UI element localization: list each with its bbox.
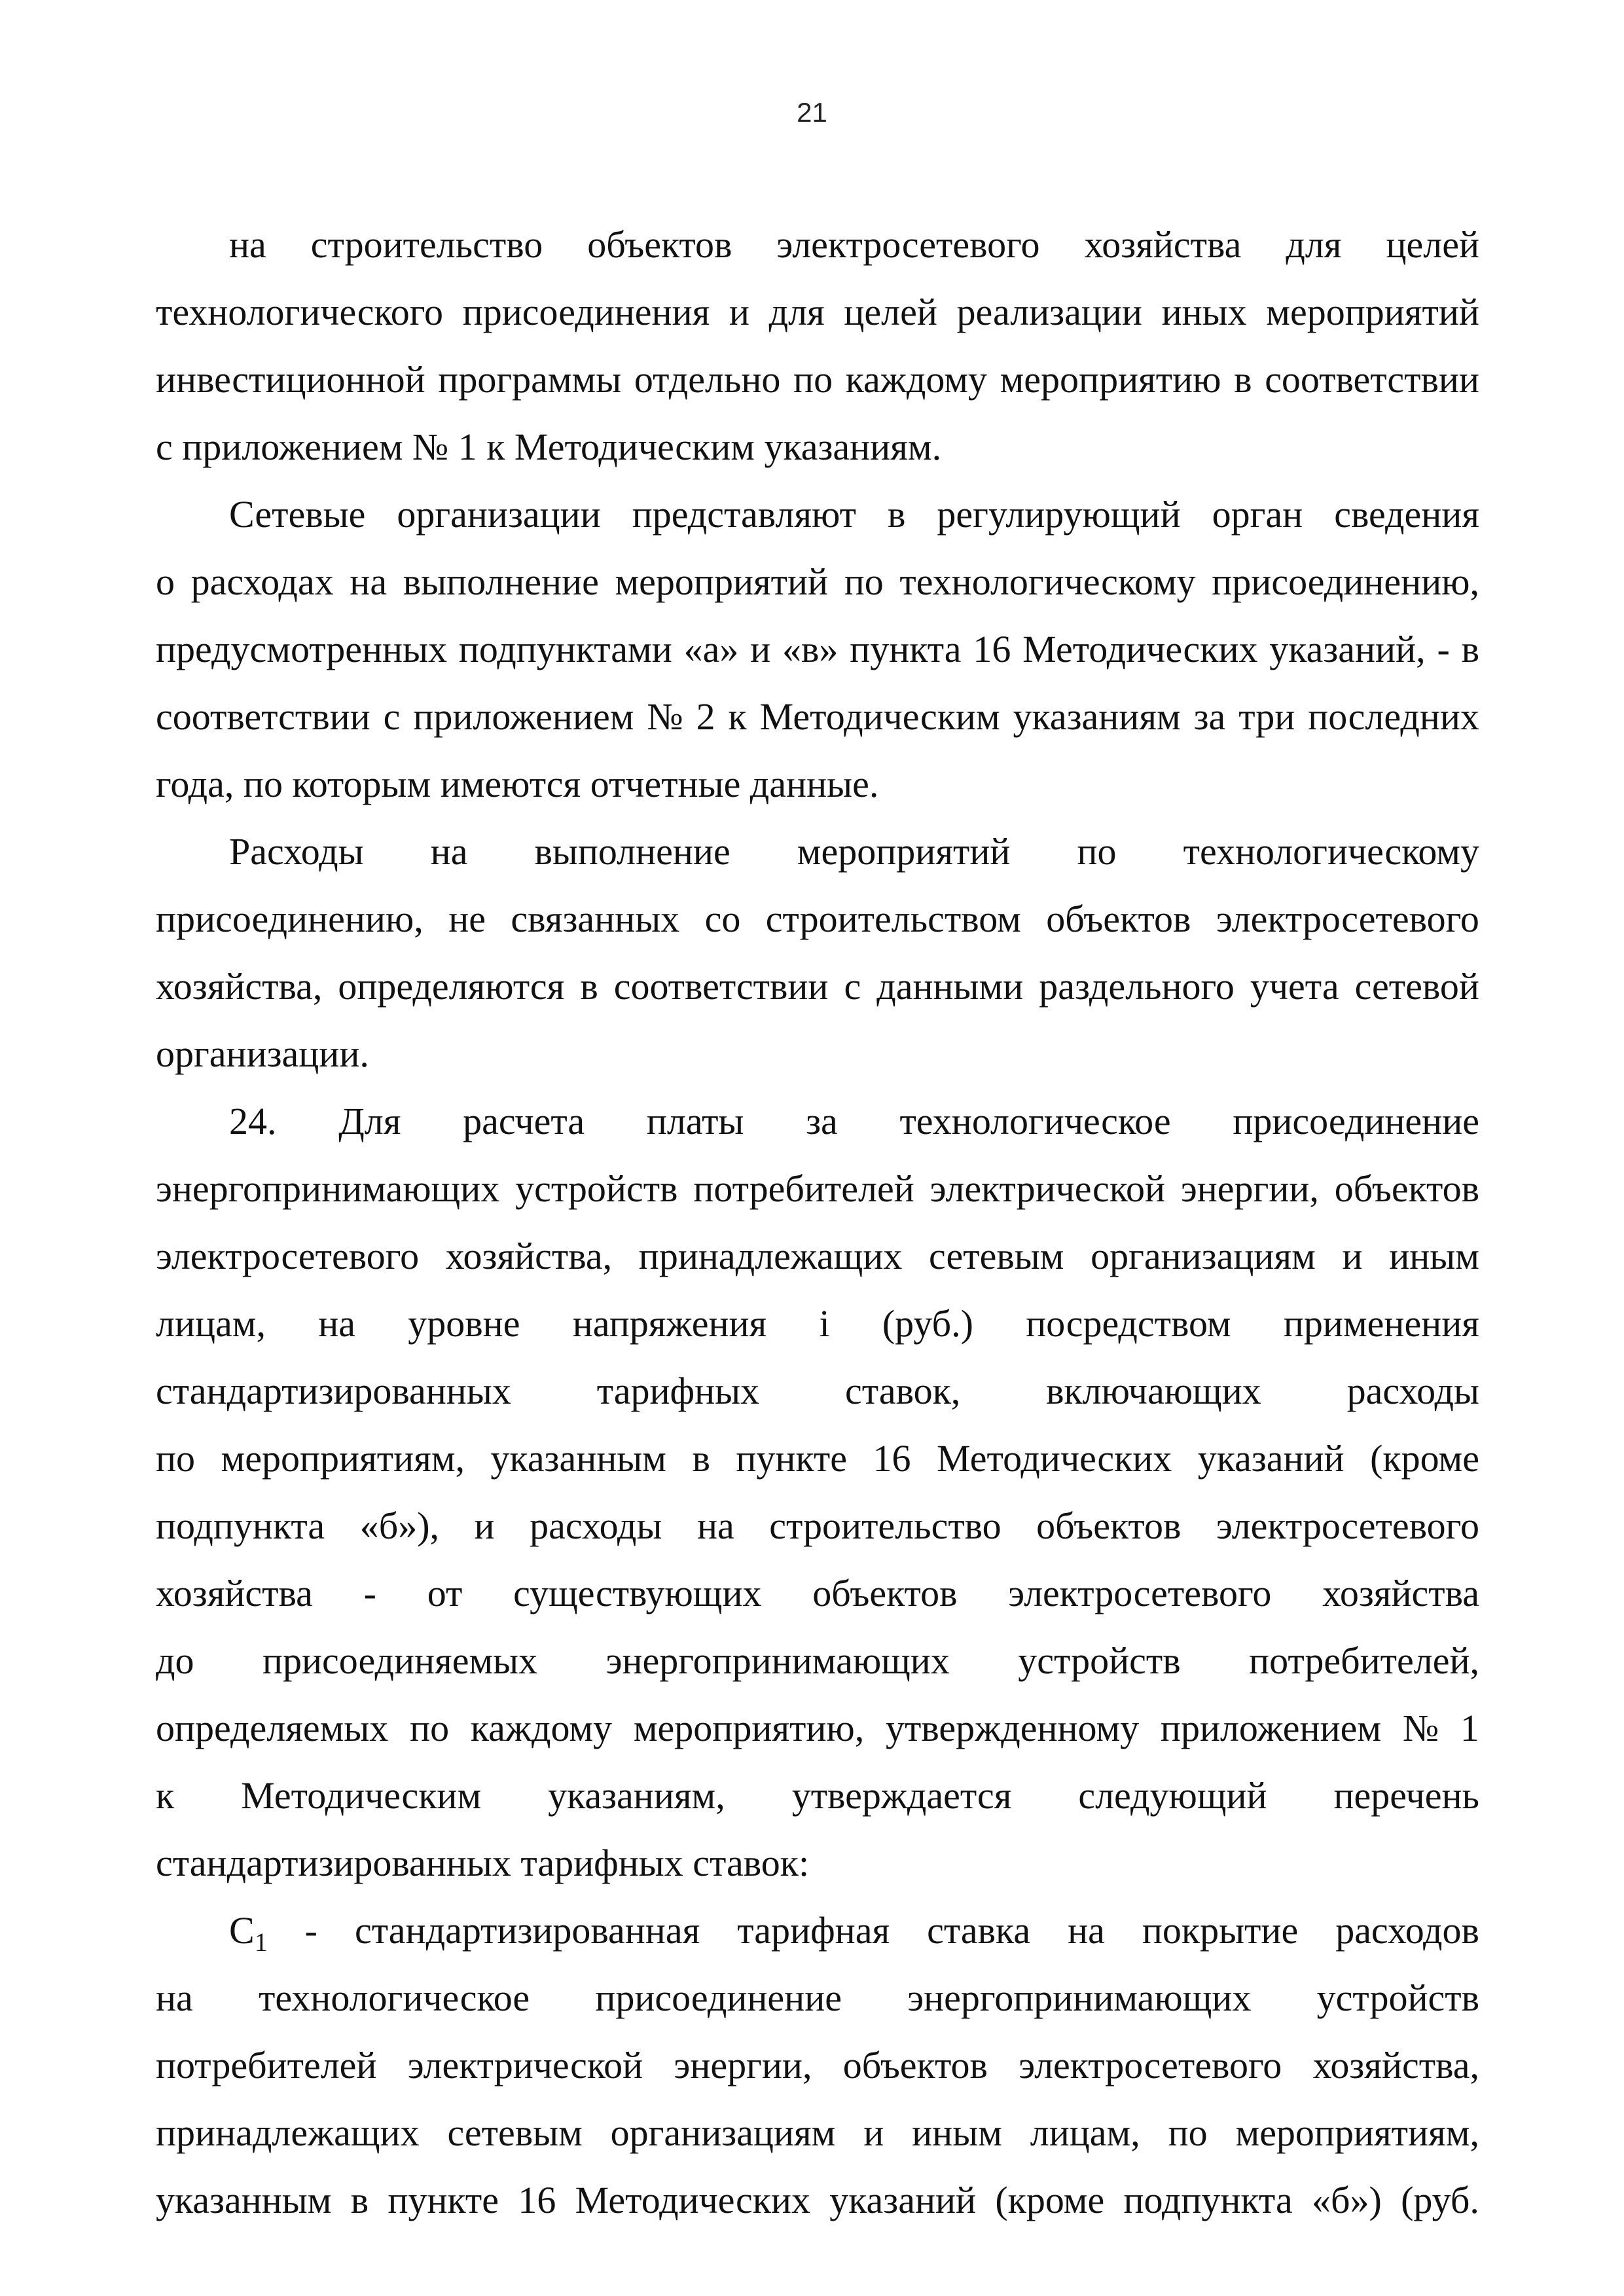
word: мероприятию,: [633, 1707, 865, 1749]
word: Для: [338, 1100, 401, 1142]
word: к: [156, 1774, 175, 1817]
text-line: [156, 1425, 1479, 1492]
word: -: [363, 1572, 376, 1614]
word: за: [1193, 695, 1226, 738]
word: предусмотренных: [156, 628, 448, 670]
word: объектов: [1046, 898, 1191, 940]
word: на: [430, 830, 468, 873]
text-line: с приложением № 1 к Методическим указаниям.: [156, 426, 942, 468]
word: указаний,: [1269, 628, 1426, 670]
word: программы: [438, 358, 622, 401]
word: по: [793, 358, 833, 401]
word: принадлежащих: [156, 2111, 420, 2154]
paragraph: [156, 1087, 1479, 1897]
text-line: [156, 1357, 1479, 1425]
word: расходах: [190, 560, 334, 603]
word: сведения: [1334, 493, 1479, 536]
word: Методических: [1022, 628, 1258, 670]
text-line: [156, 548, 1479, 615]
word: строительство: [310, 223, 543, 266]
word: покрытие: [1142, 1909, 1299, 1952]
text-line: [156, 278, 1479, 346]
word: мероприятий: [1266, 291, 1479, 333]
word: расходов: [1335, 1909, 1479, 1952]
word: в: [350, 2179, 369, 2221]
word: орган: [1212, 493, 1303, 536]
word: и: [1342, 1235, 1363, 1277]
word: мероприятий: [797, 830, 1011, 873]
word: в: [1461, 628, 1479, 670]
word: в: [1234, 358, 1252, 401]
word: хозяйства: [1084, 223, 1242, 266]
word: существующих: [513, 1572, 762, 1614]
word: №: [647, 695, 683, 738]
word: в: [580, 965, 598, 1008]
word: энергопринимающих: [605, 1639, 950, 1682]
word: энергопринимающих: [156, 1167, 500, 1210]
word: с: [383, 695, 401, 738]
word: целей: [1386, 223, 1479, 266]
word: на: [350, 560, 388, 603]
word: указаний: [1197, 1437, 1344, 1480]
word: в: [887, 493, 906, 536]
word: со: [704, 898, 741, 940]
word: о: [156, 560, 175, 603]
word: объектов: [812, 1572, 958, 1614]
word: уровне: [408, 1302, 520, 1345]
word: Методических: [936, 1437, 1172, 1480]
word: данными: [876, 965, 1024, 1008]
text-line: года, по которым имеются отчетные данные.: [156, 763, 879, 805]
word: -: [1437, 628, 1450, 670]
word: электрической: [407, 2044, 643, 2086]
word: сетевым: [447, 2111, 583, 2154]
word: мероприятиям,: [221, 1437, 465, 1480]
word: потребителей,: [1249, 1639, 1479, 1682]
word: 16: [518, 2179, 556, 2221]
word: приложением: [1160, 1707, 1382, 1749]
word: ставок,: [845, 1370, 961, 1412]
text-line: [156, 885, 1479, 953]
word: реализации: [956, 291, 1142, 333]
text-line: [156, 346, 1479, 413]
word: пункта: [850, 628, 962, 670]
word: присоединению,: [1212, 560, 1479, 603]
word: на: [229, 223, 266, 266]
word: и: [729, 291, 749, 333]
text-line: [156, 1290, 1479, 1357]
paragraph: [156, 818, 1479, 1087]
word: лицам,: [156, 1302, 266, 1345]
word: (кроме: [1370, 1437, 1479, 1480]
word: платы: [646, 1100, 744, 1142]
word: перечень: [1333, 1774, 1479, 1817]
word: Методическим: [759, 695, 1000, 738]
word: №: [1402, 1707, 1439, 1749]
word: расходы: [530, 1504, 662, 1547]
text-line: [156, 1762, 1479, 1829]
word: выполнение: [534, 830, 731, 873]
word: присоединение: [595, 1977, 842, 2019]
word: стандартизированная: [354, 1909, 700, 1952]
text-line: [156, 1559, 1479, 1627]
word: пункте: [388, 2179, 499, 2221]
text-line: [156, 683, 1479, 750]
formula-symbol: [229, 1897, 268, 1964]
word: «а»: [683, 628, 739, 670]
word: выполнение: [403, 560, 599, 603]
text-line: [156, 1492, 1479, 1559]
word: на: [318, 1302, 356, 1345]
word: электросетевого: [776, 223, 1040, 266]
word: соответствии: [613, 965, 829, 1008]
word: учета: [1250, 965, 1339, 1008]
word: энергии,: [674, 2044, 812, 2086]
word: в: [692, 1437, 710, 1480]
word: хозяйства: [156, 1572, 313, 1614]
word: подпунктами: [458, 628, 672, 670]
word: хозяйства,: [445, 1235, 613, 1277]
word: раздельного: [1039, 965, 1235, 1008]
word: потребителей: [693, 1167, 914, 1210]
paragraph: [156, 211, 1479, 481]
word: объектов: [1036, 1504, 1182, 1547]
word: технологическому: [1183, 830, 1479, 873]
page-number: 21: [797, 97, 827, 128]
word: присоединение: [1233, 1100, 1479, 1142]
text-line: [156, 481, 1479, 548]
text-line: [156, 2099, 1479, 2166]
word: на: [156, 1977, 193, 2019]
word: i: [819, 1302, 830, 1345]
text-line: стандартизированных тарифных ставок:: [156, 1842, 810, 1884]
word: технологического: [156, 291, 444, 333]
word: устройств: [1316, 1977, 1479, 2019]
word: по: [844, 560, 884, 603]
word: за: [806, 1100, 838, 1142]
word: объектов: [842, 2044, 988, 2086]
word: определяются: [338, 965, 565, 1008]
symbol-subscript: 1: [254, 1927, 268, 1957]
word: объектов: [1334, 1167, 1479, 1210]
word: каждому: [845, 358, 987, 401]
word: к: [728, 695, 747, 738]
word: технологическое: [258, 1977, 530, 2019]
word: указанным: [156, 2179, 332, 2221]
text-line: [156, 1694, 1479, 1762]
text-line: [156, 818, 1479, 885]
word: Сетевые: [229, 493, 366, 536]
word: мероприятиям,: [1235, 2111, 1479, 2154]
word: электрической: [929, 1167, 1166, 1210]
word: по: [1168, 2111, 1208, 2154]
word: организациям: [610, 2111, 836, 2154]
word: мероприятию: [1000, 358, 1221, 401]
word: строительство: [769, 1504, 1001, 1547]
word: не: [448, 898, 486, 940]
word: на: [1068, 1909, 1105, 1952]
word: с: [844, 965, 861, 1008]
word: инвестиционной: [156, 358, 425, 401]
word: регулирующий: [937, 493, 1181, 536]
word: 16: [973, 628, 1011, 670]
word: энергии,: [1180, 1167, 1319, 1210]
word: ставка: [927, 1909, 1031, 1952]
word: три: [1238, 695, 1295, 738]
symbol-letter: C: [229, 1909, 255, 1952]
word: от: [427, 1572, 463, 1614]
word: «б»): [1311, 2179, 1382, 2221]
word: по: [156, 1437, 196, 1480]
word: определяемых: [156, 1707, 389, 1749]
word: присоединению,: [156, 898, 424, 940]
word: по: [1077, 830, 1117, 873]
word: (кроме: [995, 2179, 1105, 2221]
text-line: [156, 1222, 1479, 1290]
word: хозяйства: [1322, 1572, 1479, 1614]
word: соответствии: [156, 695, 370, 738]
word: организациям: [1091, 1235, 1316, 1277]
word: хозяйства,: [1312, 2044, 1479, 2086]
word: электросетевого: [1216, 1504, 1479, 1547]
word: иным: [1389, 1235, 1479, 1277]
word: указаниям: [1013, 695, 1181, 738]
word: Методическим: [241, 1774, 482, 1817]
text-line: [156, 2166, 1479, 2234]
text-line: [156, 211, 1479, 278]
word: электросетевого: [156, 1235, 420, 1277]
document-text: [156, 211, 1479, 2234]
word: посредством: [1026, 1302, 1231, 1345]
word: технологическому: [899, 560, 1196, 603]
word: указанным: [490, 1437, 666, 1480]
word: энергопринимающих: [907, 1977, 1252, 2019]
word: сетевым: [929, 1235, 1064, 1277]
word: принадлежащих: [638, 1235, 903, 1277]
word: хозяйства,: [156, 965, 323, 1008]
word: последних: [1308, 695, 1479, 738]
word: по: [410, 1707, 450, 1749]
paragraph: [156, 1897, 1479, 2234]
word: приложением: [413, 695, 634, 738]
word: включающих: [1046, 1370, 1261, 1412]
text-line: организации.: [156, 1032, 369, 1075]
word: иных: [1161, 291, 1247, 333]
word: строительством: [765, 898, 1021, 940]
word: Расходы: [229, 830, 364, 873]
text-line: [156, 1897, 1479, 1964]
word: электросетевого: [1008, 1572, 1272, 1614]
paragraph: [156, 481, 1479, 818]
word: расходы: [1346, 1370, 1479, 1412]
word: потребителей: [156, 2044, 377, 2086]
word: 1: [1460, 1707, 1479, 1749]
word: стандартизированных: [156, 1370, 511, 1412]
word: сетевой: [1354, 965, 1479, 1008]
word: присоединяемых: [262, 1639, 538, 1682]
text-line: [156, 1155, 1479, 1222]
word: -: [304, 1909, 317, 1952]
word: электросетевого: [1216, 898, 1479, 940]
word: указаний: [829, 2179, 977, 2221]
word: подпункта: [1123, 2179, 1293, 2221]
word: расчета: [463, 1100, 585, 1142]
text-line: [156, 2032, 1479, 2099]
word: связанных: [511, 898, 680, 940]
word: устройств: [1018, 1639, 1181, 1682]
word: устройств: [515, 1167, 678, 1210]
word: лицам,: [1030, 2111, 1140, 2154]
text-line: [156, 1964, 1479, 2032]
word: «б»),: [359, 1504, 440, 1547]
text-line: [156, 1627, 1479, 1694]
text-line: [156, 1087, 1479, 1155]
word: иным: [912, 2111, 1002, 2154]
word: утверждается: [791, 1774, 1012, 1817]
word: пункте: [736, 1437, 847, 1480]
word: объектов: [587, 223, 732, 266]
word: целей: [844, 291, 937, 333]
word: утвержденному: [886, 1707, 1140, 1749]
word: тарифных: [596, 1370, 760, 1412]
word: следующий: [1078, 1774, 1267, 1817]
word: 24.: [229, 1100, 277, 1142]
word: каждому: [470, 1707, 613, 1749]
text-line: [156, 615, 1479, 683]
word: (руб.: [1401, 2179, 1479, 2221]
word: применения: [1283, 1302, 1479, 1345]
word: представляют: [632, 493, 856, 536]
word: мероприятий: [615, 560, 829, 603]
word: тарифная: [737, 1909, 890, 1952]
word: присоединения: [462, 291, 710, 333]
word: и: [863, 2111, 884, 2154]
word: для: [1286, 223, 1342, 266]
word: указаниям,: [548, 1774, 725, 1817]
word: и: [750, 628, 771, 670]
word: «в»: [782, 628, 839, 670]
word: подпункта: [156, 1504, 325, 1547]
word: 2: [696, 695, 715, 738]
word: на: [696, 1504, 734, 1547]
word: соответствии: [1265, 358, 1479, 401]
word: до: [156, 1639, 194, 1682]
word: технологическое: [899, 1100, 1171, 1142]
word: Методических: [575, 2179, 810, 2221]
word: организации: [397, 493, 601, 536]
word: для: [768, 291, 825, 333]
word: отдельно: [634, 358, 781, 401]
word: и: [474, 1504, 495, 1547]
word: напряжения: [572, 1302, 767, 1345]
word: 16: [873, 1437, 911, 1480]
word: (руб.): [882, 1302, 973, 1345]
text-line: [156, 953, 1479, 1020]
word: электросетевого: [1019, 2044, 1282, 2086]
